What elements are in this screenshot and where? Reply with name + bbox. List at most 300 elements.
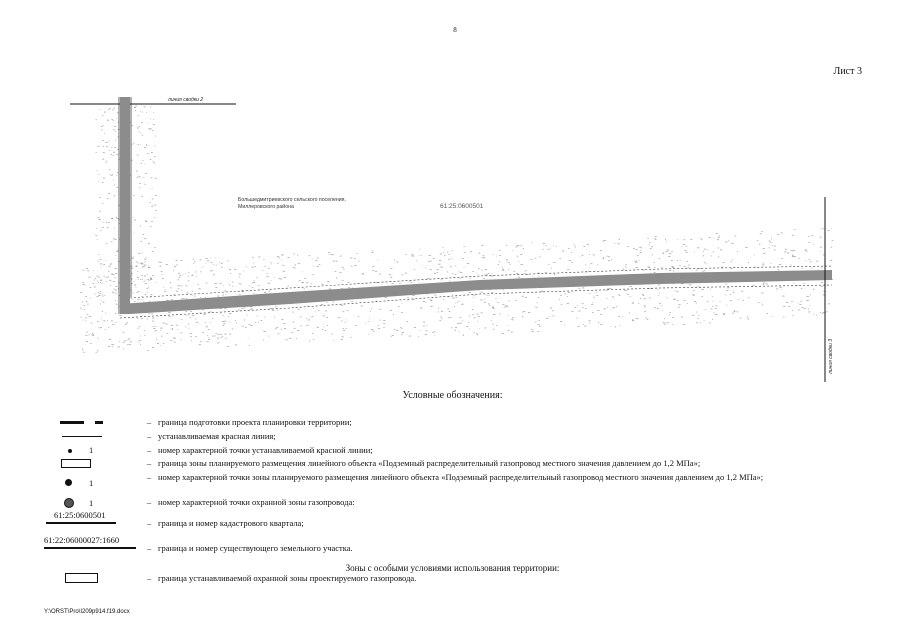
map-speckle	[153, 205, 154, 206]
map-speckle	[196, 276, 197, 277]
map-speckle	[312, 274, 314, 275]
map-speckle	[683, 244, 685, 245]
map-speckle	[132, 299, 133, 300]
map-speckle	[657, 289, 658, 290]
map-speckle	[662, 310, 663, 311]
map-speckle	[693, 290, 694, 291]
map-speckle	[275, 306, 276, 307]
map-speckle	[391, 268, 393, 269]
map-speckle	[242, 291, 244, 292]
map-speckle	[325, 330, 326, 331]
legend-desc: граница и номер кадастрового квартала;	[158, 518, 304, 528]
map-speckle	[262, 270, 263, 271]
map-speckle	[117, 172, 118, 173]
map-speckle	[145, 259, 146, 260]
map-speckle	[794, 256, 796, 257]
map-speckle	[513, 250, 514, 251]
map-speckle	[239, 294, 241, 295]
map-speckle	[701, 289, 703, 290]
map-speckle	[715, 308, 717, 309]
map-speckle	[221, 267, 223, 268]
map-speckle	[705, 248, 706, 249]
map-speckle	[140, 336, 141, 337]
map-speckle	[433, 332, 435, 333]
map-speckle	[690, 239, 692, 240]
map-speckle	[151, 294, 153, 295]
map-speckle	[235, 345, 237, 346]
map-speckle	[174, 342, 176, 343]
map-speckle	[466, 326, 468, 327]
legend-dash: –	[147, 431, 152, 441]
map-speckle	[165, 324, 167, 325]
map-speckle	[138, 328, 139, 329]
map-speckle	[152, 321, 154, 322]
map-speckle	[319, 264, 320, 265]
map-speckle	[176, 291, 178, 292]
map-speckle	[477, 334, 478, 335]
map-speckle	[155, 136, 156, 137]
map-speckle	[506, 260, 508, 261]
map-speckle	[134, 281, 135, 282]
map-speckle	[469, 292, 471, 293]
map-speckle	[277, 310, 278, 311]
map-speckle	[607, 298, 608, 299]
legend-row-red-line-point	[0, 445, 905, 459]
map-speckle	[254, 263, 255, 264]
map-speckle	[138, 291, 140, 292]
map-speckle	[681, 284, 683, 285]
map-speckle	[426, 302, 427, 303]
map-speckle	[783, 317, 784, 318]
map-speckle	[299, 280, 300, 281]
map-speckle	[109, 280, 111, 281]
map-speckle	[142, 263, 144, 264]
map-speckle	[531, 329, 533, 330]
map-speckle	[430, 261, 432, 262]
map-speckle	[210, 312, 212, 313]
map-speckle	[115, 140, 116, 141]
map-speckle	[468, 322, 469, 323]
map-speckle	[84, 305, 85, 306]
map-speckle	[93, 334, 94, 335]
map-speckle	[499, 314, 500, 315]
map-speckle	[439, 260, 441, 261]
map-speckle	[232, 282, 234, 283]
map-speckle	[803, 283, 804, 284]
map-speckle	[711, 256, 712, 257]
map-speckle	[777, 234, 779, 235]
map-speckle	[649, 245, 650, 246]
map-speckle	[452, 298, 454, 299]
map-speckle	[150, 119, 151, 120]
map-speckle	[709, 323, 711, 324]
map-speckle	[582, 288, 584, 289]
map-speckle	[136, 262, 138, 263]
map-speckle	[331, 254, 332, 255]
map-speckle	[596, 292, 597, 293]
map-speckle	[107, 120, 109, 121]
map-speckle	[100, 259, 102, 260]
map-speckle	[455, 327, 457, 328]
map-speckle	[538, 273, 540, 274]
map-speckle	[699, 268, 701, 269]
map-speckle	[792, 235, 794, 236]
map-speckle	[802, 268, 803, 269]
map-speckle	[163, 287, 164, 288]
map-speckle	[393, 314, 394, 315]
map-speckle	[183, 274, 184, 275]
map-speckle	[147, 123, 148, 124]
map-speckle	[556, 246, 557, 247]
map-speckle	[149, 280, 150, 281]
map-speckle	[488, 304, 490, 305]
map-speckle	[229, 334, 231, 335]
map-speckle	[139, 177, 140, 178]
map-speckle	[481, 313, 483, 314]
map-speckle	[577, 326, 579, 327]
map-speckle	[176, 265, 177, 266]
map-speckle	[171, 325, 173, 326]
map-speckle	[677, 260, 678, 261]
map-speckle	[758, 302, 760, 303]
map-speckle	[307, 306, 308, 307]
map-speckle	[115, 290, 117, 291]
map-speckle	[624, 290, 626, 291]
map-speckle	[140, 133, 141, 134]
cadastral-quarter-symbol	[40, 510, 140, 524]
map-speckle	[554, 274, 555, 275]
map-speckle	[502, 267, 503, 268]
map-speckle	[463, 304, 464, 305]
map-speckle	[402, 274, 404, 275]
map-speckle	[603, 241, 605, 242]
map-speckle	[772, 316, 773, 317]
map-speckle	[154, 326, 155, 327]
map-speckle	[154, 247, 155, 248]
map-speckle	[725, 295, 726, 296]
map-speckle	[489, 295, 490, 296]
map-speckle	[372, 250, 373, 251]
map-speckle	[250, 325, 252, 326]
map-speckle	[188, 276, 189, 277]
map-speckle	[318, 310, 319, 311]
map-speckle	[118, 347, 120, 348]
map-speckle	[115, 268, 117, 269]
map-speckle	[140, 344, 141, 345]
map-speckle	[629, 313, 630, 314]
map-speckle	[227, 346, 229, 347]
map-speckle	[89, 335, 90, 336]
map-speckle	[552, 310, 554, 311]
map-speckle	[697, 318, 698, 319]
map-speckle	[170, 282, 172, 283]
map-speckle	[720, 250, 722, 251]
map-speckle	[587, 244, 589, 245]
map-speckle	[147, 350, 149, 351]
legend-desc: граница подготовки проекта планировки территории;	[158, 417, 352, 427]
legend-row-protection-zone	[0, 573, 905, 587]
map-speckle	[192, 291, 193, 292]
map-speckle	[485, 328, 487, 329]
map-speckle	[460, 317, 461, 318]
map-speckle	[116, 175, 117, 176]
map-speckle	[629, 286, 631, 287]
map-speckle	[110, 264, 112, 265]
map-speckle	[106, 222, 107, 223]
map-speckle	[583, 303, 584, 304]
map-speckle	[384, 323, 385, 324]
map-speckle	[170, 288, 171, 289]
map-speckle	[116, 251, 118, 252]
map-speckle	[607, 307, 608, 308]
map-speckle	[575, 307, 577, 308]
map-speckle	[112, 174, 113, 175]
map-speckle	[676, 291, 678, 292]
map-speckle	[109, 109, 111, 110]
map-speckle	[173, 270, 174, 271]
map-speckle	[432, 332, 433, 333]
map-speckle	[298, 309, 300, 310]
map-speckle	[405, 254, 406, 255]
map-speckle	[491, 274, 492, 275]
map-speckle	[258, 322, 259, 323]
map-speckle	[378, 325, 379, 326]
map-speckle	[149, 301, 150, 302]
map-speckle	[145, 276, 146, 277]
map-speckle	[151, 152, 153, 153]
map-speckle	[591, 304, 593, 305]
map-speckle	[333, 261, 335, 262]
map-speckle	[447, 271, 448, 272]
map-speckle	[735, 236, 737, 237]
map-speckle	[426, 325, 427, 326]
map-speckle	[491, 292, 493, 293]
map-speckle	[644, 299, 646, 300]
map-speckle	[402, 303, 403, 304]
map-speckle	[828, 304, 830, 305]
map-speckle	[284, 328, 286, 329]
map-speckle	[83, 284, 85, 285]
map-speckle	[604, 309, 606, 310]
map-speckle	[719, 235, 720, 236]
map-speckle	[636, 267, 638, 268]
map-speckle	[620, 326, 621, 327]
map-speckle	[228, 261, 229, 262]
map-noise	[80, 106, 833, 353]
map-speckle	[423, 326, 425, 327]
map-speckle	[649, 242, 650, 243]
map-speckle	[109, 141, 110, 142]
map-speckle	[794, 250, 796, 251]
map-speckle	[160, 345, 161, 346]
map-speckle	[181, 333, 183, 334]
map-speckle	[114, 289, 115, 290]
map-speckle	[148, 267, 150, 268]
map-speckle	[644, 305, 646, 306]
map-speckle	[456, 297, 458, 298]
map-speckle	[639, 247, 641, 248]
map-speckle	[785, 249, 787, 250]
map-speckle	[497, 302, 498, 303]
map-speckle	[115, 239, 117, 240]
map-speckle	[459, 323, 461, 324]
map-speckle	[208, 339, 210, 340]
map-speckle	[707, 250, 708, 251]
map-speckle	[109, 169, 110, 170]
map-speckle	[767, 313, 769, 314]
map-speckle	[194, 261, 196, 262]
map-speckle	[116, 286, 118, 287]
map-speckle	[220, 283, 222, 284]
map-speckle	[306, 325, 308, 326]
map-speckle	[300, 317, 302, 318]
map-speckle	[448, 259, 450, 260]
map-speckle	[342, 280, 343, 281]
map-speckle	[312, 316, 314, 317]
quarter-number: 61:25:0600501	[54, 510, 106, 520]
map-speckle	[114, 147, 116, 148]
map-speckle	[82, 282, 84, 283]
map-speckle	[769, 241, 771, 242]
map-speckle	[179, 277, 180, 278]
red-line-point-symbol	[40, 445, 140, 459]
map-speckle	[211, 262, 213, 263]
map-speckle	[455, 303, 456, 304]
map-speckle	[455, 274, 456, 275]
map-speckle	[304, 278, 306, 279]
map-speckle	[535, 322, 536, 323]
map-speckle	[309, 255, 311, 256]
map-speckle	[276, 327, 278, 328]
map-speckle	[250, 309, 252, 310]
map-speckle	[615, 327, 617, 328]
map-speckle	[300, 326, 301, 327]
map-speckle	[787, 253, 789, 254]
map-speckle	[496, 256, 497, 257]
map-speckle	[805, 251, 807, 252]
map-speckle	[222, 337, 224, 338]
map-speckle	[233, 286, 234, 287]
map-speckle	[128, 339, 130, 340]
map-speckle	[112, 110, 113, 111]
map-speckle	[167, 300, 169, 301]
map-speckle	[141, 163, 142, 164]
map-speckle	[655, 239, 656, 240]
map-speckle	[654, 238, 655, 239]
map-speckle	[194, 296, 195, 297]
map-speckle	[407, 321, 408, 322]
map-speckle	[512, 320, 513, 321]
map-speckle	[107, 320, 108, 321]
map-speckle	[117, 154, 119, 155]
map-speckle	[103, 222, 104, 223]
map-speckle	[830, 260, 832, 261]
map-speckle	[618, 244, 620, 245]
map-speckle	[225, 294, 226, 295]
map-speckle	[244, 271, 245, 272]
map-speckle	[611, 260, 612, 261]
map-speckle	[97, 239, 98, 240]
map-speckle	[616, 307, 617, 308]
map-speckle	[102, 159, 104, 160]
map-speckle	[484, 275, 485, 276]
map-speckle	[321, 304, 323, 305]
map-speckle	[186, 298, 188, 299]
map-speckle	[734, 311, 736, 312]
map-speckle	[460, 272, 462, 273]
map-speckle	[727, 290, 729, 291]
map-speckle	[164, 291, 166, 292]
map-speckle	[132, 274, 133, 275]
map-speckle	[306, 318, 307, 319]
map-speckle	[477, 314, 479, 315]
map-speckle	[336, 278, 337, 279]
map-speckle	[647, 319, 648, 320]
map-speckle	[123, 332, 124, 333]
map-speckle	[190, 336, 192, 337]
map-speckle	[673, 299, 675, 300]
map-speckle	[516, 300, 517, 301]
map-speckle	[781, 289, 782, 290]
legend-desc: номер характерной точки устанавливаемой красной линии;	[158, 445, 373, 455]
map-speckle	[499, 250, 501, 251]
map-speckle	[476, 333, 477, 334]
map-speckle	[567, 269, 569, 270]
map-speckle	[144, 330, 145, 331]
map-speckle	[224, 308, 226, 309]
map-speckle	[98, 217, 100, 218]
map-speckle	[113, 292, 114, 293]
map-speckle	[820, 237, 822, 238]
map-speckle	[268, 268, 270, 269]
map-speckle	[146, 145, 147, 146]
map-speckle	[792, 310, 793, 311]
map-speckle	[493, 329, 494, 330]
map-speckle	[101, 318, 102, 319]
map-speckle	[98, 181, 99, 182]
map-speckle	[701, 239, 702, 240]
map-speckle	[463, 335, 464, 336]
map-speckle	[409, 336, 411, 337]
map-speckle	[722, 267, 723, 268]
legend-title: Условные обозначения:	[402, 390, 503, 401]
map-speckle	[188, 281, 190, 282]
map-speckle	[407, 297, 408, 298]
map-speckle	[104, 133, 105, 134]
map-speckle	[482, 257, 483, 258]
map-speckle	[279, 258, 281, 259]
map-speckle	[138, 263, 139, 264]
map-speckle	[185, 327, 186, 328]
map-speckle	[278, 334, 280, 335]
map-speckle	[396, 330, 398, 331]
map-speckle	[140, 111, 141, 112]
map-speckle	[146, 258, 147, 259]
map-speckle	[399, 283, 401, 284]
map-speckle	[109, 174, 110, 175]
map-speckle	[133, 217, 134, 218]
map-speckle	[275, 329, 277, 330]
map-speckle	[644, 311, 646, 312]
map-speckle	[348, 287, 350, 288]
map-speckle	[666, 251, 668, 252]
map-speckle	[582, 255, 583, 256]
map-speckle	[153, 328, 155, 329]
map-speckle	[134, 107, 136, 108]
map-speckle	[281, 255, 283, 256]
map-speckle	[147, 279, 149, 280]
map-speckle	[727, 288, 729, 289]
